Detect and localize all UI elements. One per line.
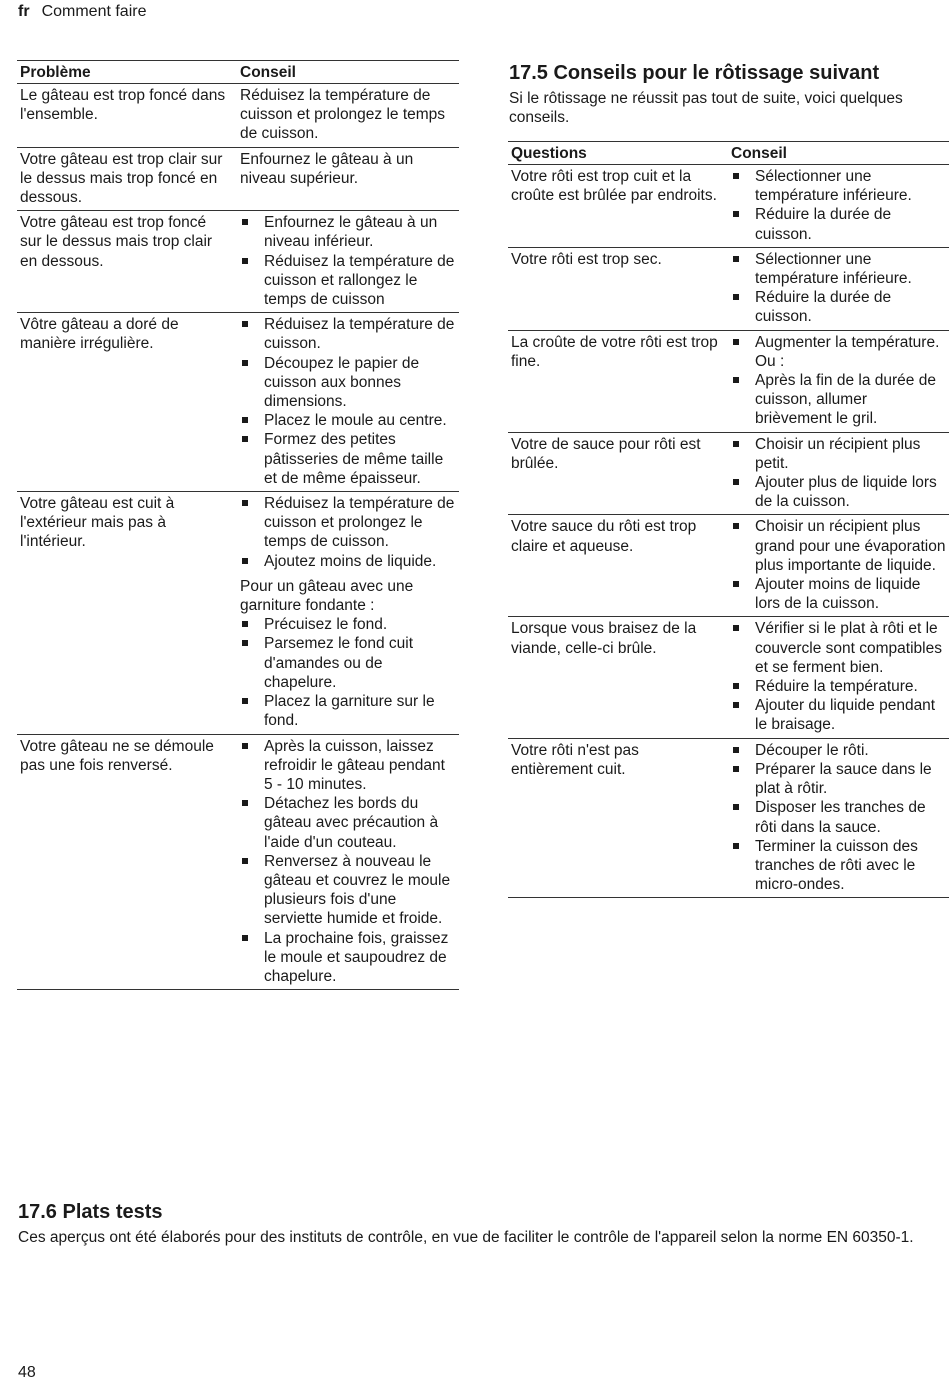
tip-cell <box>728 515 949 617</box>
table-row <box>508 330 949 432</box>
tip-cell <box>237 492 459 734</box>
tip-cell <box>237 211 459 313</box>
problem-cell: Lorsque vous braisez de la viande, celle-ci brûle. <box>508 617 728 738</box>
table-row <box>17 734 459 990</box>
section-17-6 <box>18 1200 918 1247</box>
list-item: Choisir un récipient plus grand pour une évaporation plus importante de liquide. <box>731 517 946 575</box>
language-code: fr <box>18 3 30 20</box>
tip-cell <box>237 734 459 990</box>
column-header-tip: Conseil <box>237 61 459 84</box>
list-item: Placez la garniture sur le fond. <box>240 692 456 730</box>
list-item: Renversez à nouveau le gâteau et couvrez le moule plusieurs fois d'une serviette humide et froide. <box>240 852 456 929</box>
list-item: Découpez le papier de cuisson aux bonnes dimensions. <box>240 354 456 412</box>
list-item: Ajouter plus de liquide lors de la cuisson. <box>731 473 946 511</box>
list-item: La prochaine fois, graissez le moule et saupoudrez de chapelure. <box>240 929 456 987</box>
list-item: Préparer la sauce dans le plat à rôtir. <box>731 760 946 798</box>
problem-cell: La croûte de votre rôti est trop fine. <box>508 330 728 432</box>
list-item: Choisir un récipient plus petit. <box>731 435 946 473</box>
column-header-tip: Conseil <box>728 142 949 165</box>
list-item: Réduire la durée de cuisson. <box>731 288 946 326</box>
list-item: Ajoutez moins de liquide. <box>240 552 456 571</box>
table-row <box>17 84 459 148</box>
problem-cell: Votre sauce du rôti est trop claire et aqueuse. <box>508 515 728 617</box>
table-row <box>17 492 459 734</box>
tip-cell <box>237 313 459 492</box>
list-item: Après la cuisson, laissez refroidir le gâteau pendant <box>240 737 456 775</box>
problem-cell: Vôtre gâteau a doré de manière irrégulière. <box>17 313 237 492</box>
list-item: Disposer les tranches de rôti dans la sauce. <box>731 798 946 836</box>
table-row <box>508 247 949 330</box>
tip-cell <box>728 617 949 738</box>
section-17-5 <box>509 61 939 127</box>
or-separator: Ou : <box>755 352 785 370</box>
list-item-continuation: 5 - 10 minutes. <box>264 775 367 793</box>
list-item: Terminer la cuisson des tranches de rôti avec le micro-ondes. <box>731 837 946 895</box>
list-item: Placez le moule au centre. <box>240 411 456 430</box>
list-item: Formez des petites pâtisseries de même taille et de même épaisseur. <box>240 430 456 488</box>
list-item: Précuisez le fond. <box>240 615 456 634</box>
table-row <box>508 738 949 898</box>
problem-cell: Votre gâteau ne se démoule pas une fois renversé. <box>17 734 237 990</box>
tip-cell <box>728 247 949 330</box>
chapter-title: Comment faire <box>41 3 147 20</box>
problem-cell: Votre gâteau est cuit à l'extérieur mais pas à l'intérieur. <box>17 492 237 734</box>
list-item: Vérifier si le plat à rôti et le couvercle sont compatibles et se ferment bien. <box>731 619 946 677</box>
table-header-row <box>17 61 459 84</box>
section-intro: Si le rôtissage ne réussit pas tout de suite, voici quelques conseils. <box>509 90 903 127</box>
list-item: Réduisez la température de cuisson et rallongez le temps de cuisson <box>240 252 456 310</box>
list-item: Réduire la température. <box>731 677 946 696</box>
table-row <box>17 147 459 211</box>
list-item: Sélectionner une température inférieure. <box>731 167 946 205</box>
tip-cell <box>728 330 949 432</box>
list-item: Après la fin de la durée de cuisson, allumer brièvement le gril. <box>731 371 946 429</box>
problem-cell: Le gâteau est trop foncé dans l'ensemble. <box>17 84 237 148</box>
tip-cell: Réduisez la température de cuisson et prolongez le temps de cuisson. <box>237 84 459 148</box>
table-row <box>17 211 459 313</box>
table-row <box>508 617 949 738</box>
filling-note: Pour un gâteau avec une garniture fondante : <box>240 577 414 615</box>
page-header <box>18 2 146 21</box>
problem-cell: Votre de sauce pour rôti est brûlée. <box>508 432 728 515</box>
problem-cell: Votre rôti est trop sec. <box>508 247 728 330</box>
problem-cell: Votre rôti est trop cuit et la croûte est brûlée par endroits. <box>508 165 728 248</box>
section-title: 17.5 Conseils pour le rôtissage suivant <box>509 62 880 84</box>
problem-cell: Votre gâteau est trop clair sur le dessus mais trop foncé en dessous. <box>17 147 237 211</box>
list-item: Ajouter du liquide pendant le braisage. <box>731 696 946 734</box>
problem-cell: Votre rôti n'est pas entièrement cuit. <box>508 738 728 898</box>
tip-cell <box>728 165 949 248</box>
tip-cell <box>728 432 949 515</box>
list-item: Sélectionner une température inférieure. <box>731 250 946 288</box>
tip-cell: Enfournez le gâteau à un niveau supérieur. <box>237 147 459 211</box>
list-item: Augmenter la température. <box>731 333 946 352</box>
column-header-problem: Problème <box>17 61 237 84</box>
table-row <box>508 515 949 617</box>
list-item: Ajouter moins de liquide lors de la cuisson. <box>731 575 946 613</box>
column-header-questions: Questions <box>508 142 728 165</box>
table-row <box>17 313 459 492</box>
table-row <box>508 432 949 515</box>
cake-problems-table <box>17 60 459 990</box>
roasting-tips-table <box>508 141 949 898</box>
list-item: Détachez les bords du gâteau avec précaution à l'aide d'un couteau. <box>240 794 456 852</box>
list-item: Réduisez la température de cuisson et prolongez le temps de cuisson. <box>240 494 456 552</box>
problem-cell: Votre gâteau est trop foncé sur le dessus mais trop clair en dessous. <box>17 211 237 313</box>
list-item: Découper le rôti. <box>731 741 946 760</box>
list-item: Réduire la durée de cuisson. <box>731 205 946 243</box>
page-number: 48 <box>18 1364 36 1381</box>
section-text: Ces aperçus ont été élaborés pour des instituts de contrôle, en vue de faciliter le contrôle de l'appareil selon la norme EN 60350-1. <box>18 1229 914 1246</box>
list-item: Réduisez la température de cuisson. <box>240 315 456 353</box>
section-title: 17.6 Plats tests <box>18 1201 163 1223</box>
list-item: Parsemez le fond cuit d'amandes ou de chapelure. <box>240 634 456 692</box>
tip-cell <box>728 738 949 898</box>
list-item: Enfournez le gâteau à un niveau inférieur. <box>240 213 456 251</box>
table-header-row <box>508 142 949 165</box>
table-row <box>508 165 949 248</box>
